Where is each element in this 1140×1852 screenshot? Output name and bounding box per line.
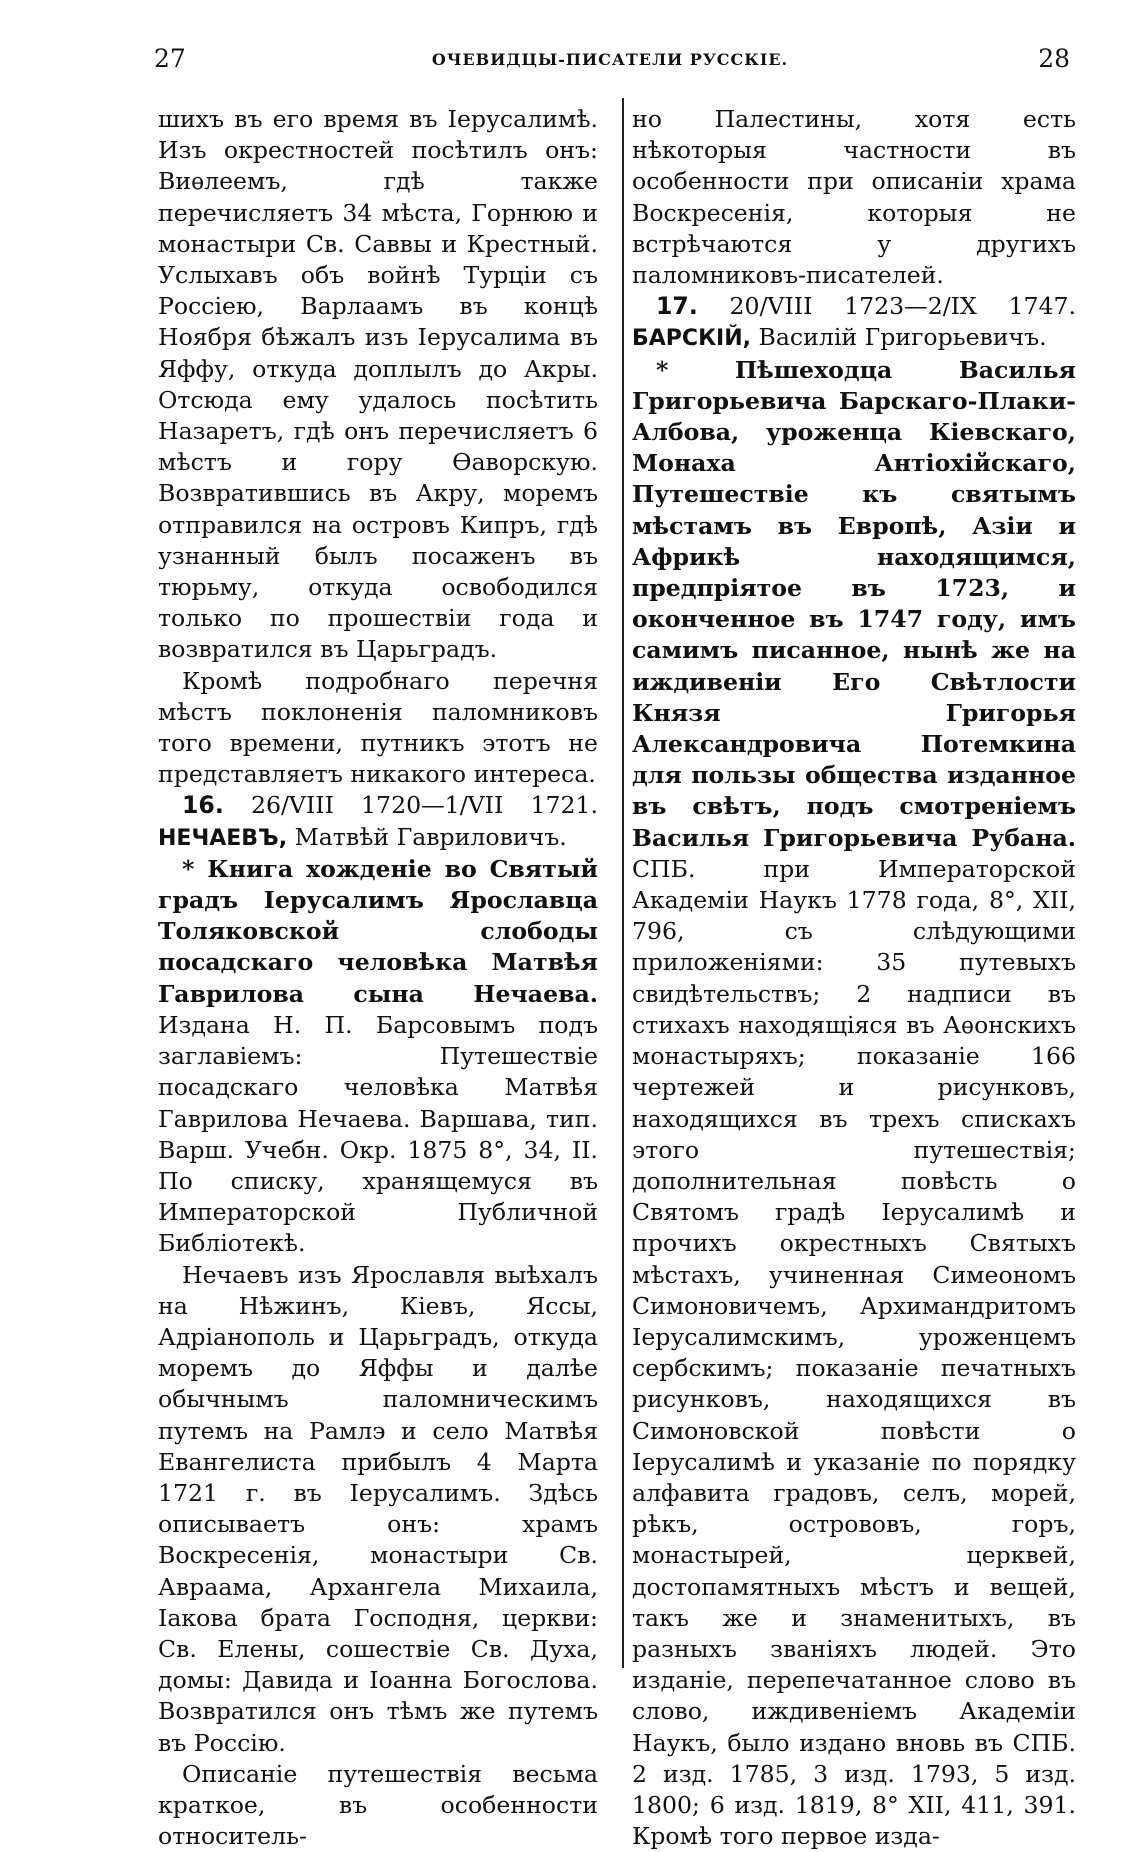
book-title: * Пѣшеходца Василья Григорьевича Барскаго-Плаки-Албова, уроженца Кіевскаго, Монаха Антіохійскаго, Путешествіе къ святымъ мѣстамъ въ Европѣ, Азіи и Африкѣ находящимся, предпріятое въ 1723, и оконченное въ 1747 году, имъ самимъ писанное, нынѣ же на иждивеніи Его Свѣтлости Князя Григорья Александровича Потемкина для пользы общества изданное въ свѣтъ, подъ смотреніемъ Василья Григорьевича Рубана.: [632, 355, 1076, 852]
entry-name: Матвѣй Гавриловичъ.: [294, 822, 567, 851]
entry-16-heading: [158, 790, 598, 853]
paragraph: Описаніе путешествія весьма краткое, въ особенности относитель-: [158, 1759, 598, 1851]
paragraph: Кромѣ подробнаго перечня мѣстъ поклоненія паломниковъ того времени, путникъ этотъ не представляетъ никакого интереса.: [158, 666, 598, 789]
page-header: [150, 44, 1070, 84]
entry-number: 16.: [182, 791, 224, 820]
paragraph: но Палестины, хотя есть нѣкоторыя частности въ особенности при описаніи храма Воскресенія, которыя не встрѣчаются у другихъ паломниковъ-писателей.: [632, 105, 1076, 290]
right-column: [632, 104, 1076, 1852]
entry-name: Василій Григорьевичъ.: [758, 323, 1047, 352]
column-divider: [622, 98, 624, 1668]
entry-17-heading: [632, 291, 1076, 354]
entry-surname: НЕЧАЕВЪ,: [158, 825, 288, 851]
entry-dates: 26/VIII 1720—1/VII 1721.: [250, 791, 598, 820]
entry-17-body: [632, 355, 1076, 1852]
bibliographic-note: СПБ. при Императорской Академіи Наукъ 1778 года, 8°, XII, 796, съ слѣдующими приложеніями: 35 путевыхъ свидѣтельствъ; 2 надписи въ стихахъ находящіяся въ Аѳонскихъ монастыряхъ; показаніе 166 чертежей и рисунковъ, находящихся въ трехъ спискахъ этого путешествія; дополнительная повѣсть о Святомъ градѣ Іерусалимѣ и прочихъ окрестныхъ Святыхъ мѣстахъ, учиненная Симеономъ Симоновичемъ, Архимандритомъ Іерусалимскимъ, уроженцемъ сербскимъ; показаніе печатныхъ рисунковъ, находящихся въ Симоновской повѣсти о Іерусалимѣ и указаніе по порядку алфавита градовъ, селъ, морей, рѣкъ, острововъ, горъ, монастырей, церквей, достопамятныхъ мѣстъ и вещей, такъ же и знаменитыхъ, въ разныхъ званіяхъ людей. Это изданіе, перепечатанное слово въ слово, иждивеніемъ Академіи Наукъ, было издано вновь въ СПБ. 2 изд. 1785, 3 изд. 1793, 5 изд. 1800; 6 изд. 1819, 8° XII, 411, 391. Кромѣ того первое изда-: [632, 854, 1076, 1851]
book-title: * Книга хожденіе во Святый градъ Іерусалимъ Ярославца Толяковской слободы посадскаго человѣка Матвѣя Гаврилова сына Нечаева.: [158, 854, 598, 1008]
left-column: [158, 104, 598, 1852]
entry-16-body: [158, 854, 598, 1260]
running-title: ОЧЕВИДЦЫ-ПИСАТЕЛИ РУССКІЕ.: [431, 50, 789, 69]
paragraph: Нечаевъ изъ Ярославля выѣхалъ на Нѣжинъ, Кіевъ, Яссы, Адріанополь и Царьградъ, откуда моремъ до Яффы и далѣе обычнымъ паломническимъ путемъ на Рамлэ и село Матвѣя Евангелиста прибылъ 4 Марта 1721 г. въ Іерусалимъ. Здѣсь описываетъ онъ: храмъ Воскресенія, монастыри Св. Авраама, Архангела Михаила, Іакова брата Господня, церкви: Св. Елены, сошествіе Св. Духа, домы: Давида и Іоанна Богослова. Возвратился онъ тѣмъ же путемъ въ Россію.: [158, 1260, 598, 1757]
page-number-right: 28: [1038, 44, 1070, 73]
bibliographic-note: Издана Н. П. Барсовымъ подъ заглавіемъ: Путешествіе посадскаго человѣка Матвѣя Гаврилова Нечаева. Варшава, тип. Варш. Учебн. Окр. 1875 8°, 34, II. По списку, хранящемуся въ Императорской Публичной Библіотекѣ.: [158, 1010, 598, 1258]
entry-surname: БАРСКІЙ,: [632, 326, 752, 352]
entry-dates: 20/VIII 1723—2/IX 1747.: [729, 292, 1076, 321]
entry-number: 17.: [656, 292, 698, 321]
paragraph: шихъ въ его время въ Іерусалимѣ. Изъ окрестностей посѣтилъ онъ: Виѳлеемъ, гдѣ также перечисляетъ 34 мѣста, Горнюю и монастыри Св. Саввы и Крестный. Услыхавъ объ войнѣ Турціи съ Россіею, Варлаамъ въ концѣ Ноября бѣжалъ изъ Іерусалима въ Яффу, откуда доплылъ до Акры. Отсюда ему удалось посѣтить Назаретъ, гдѣ онъ перечисляетъ 6 мѣстъ и гору Ѳаворскую. Возвратившись въ Акру, моремъ отправился на островъ Кипръ, гдѣ узнанный былъ посаженъ въ тюрьму, откуда освободился только по прошествіи года и возвратился въ Царьградъ.: [158, 105, 598, 664]
page-number-left: 27: [154, 44, 186, 73]
